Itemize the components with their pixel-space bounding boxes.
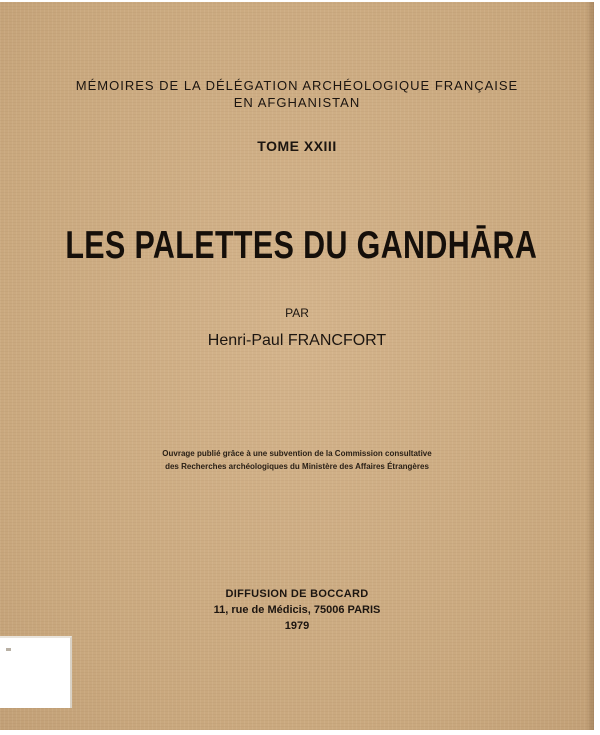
library-label — [0, 636, 72, 708]
by-label: PAR — [285, 306, 309, 320]
book-title: LES PALETTES DU GANDHĀRA — [65, 224, 538, 267]
series-title-line-2: EN AFGHANISTAN — [233, 95, 361, 110]
book-cover — [0, 2, 594, 730]
cover-edge-shadow — [586, 2, 594, 730]
funding-note-line-2: des Recherches archéologiques du Ministère des Affaires Étrangères — [165, 462, 429, 471]
publisher-address: 11, rue de Médicis, 75006 PARIS — [213, 604, 381, 616]
author-name: Henri-Paul FRANCFORT — [207, 332, 387, 349]
label-mark — [6, 648, 11, 651]
volume-number: TOME XXIII — [257, 138, 337, 154]
publisher-name: DIFFUSION DE BOCCARD — [225, 588, 369, 600]
funding-note-line-1: Ouvrage publié grâce à une subvention de la Commission consultative — [162, 449, 432, 458]
series-title-line-1: MÉMOIRES DE LA DÉLÉGATION ARCHÉOLOGIQUE FRANÇAISE — [75, 78, 519, 93]
publication-year: 1979 — [284, 620, 310, 632]
